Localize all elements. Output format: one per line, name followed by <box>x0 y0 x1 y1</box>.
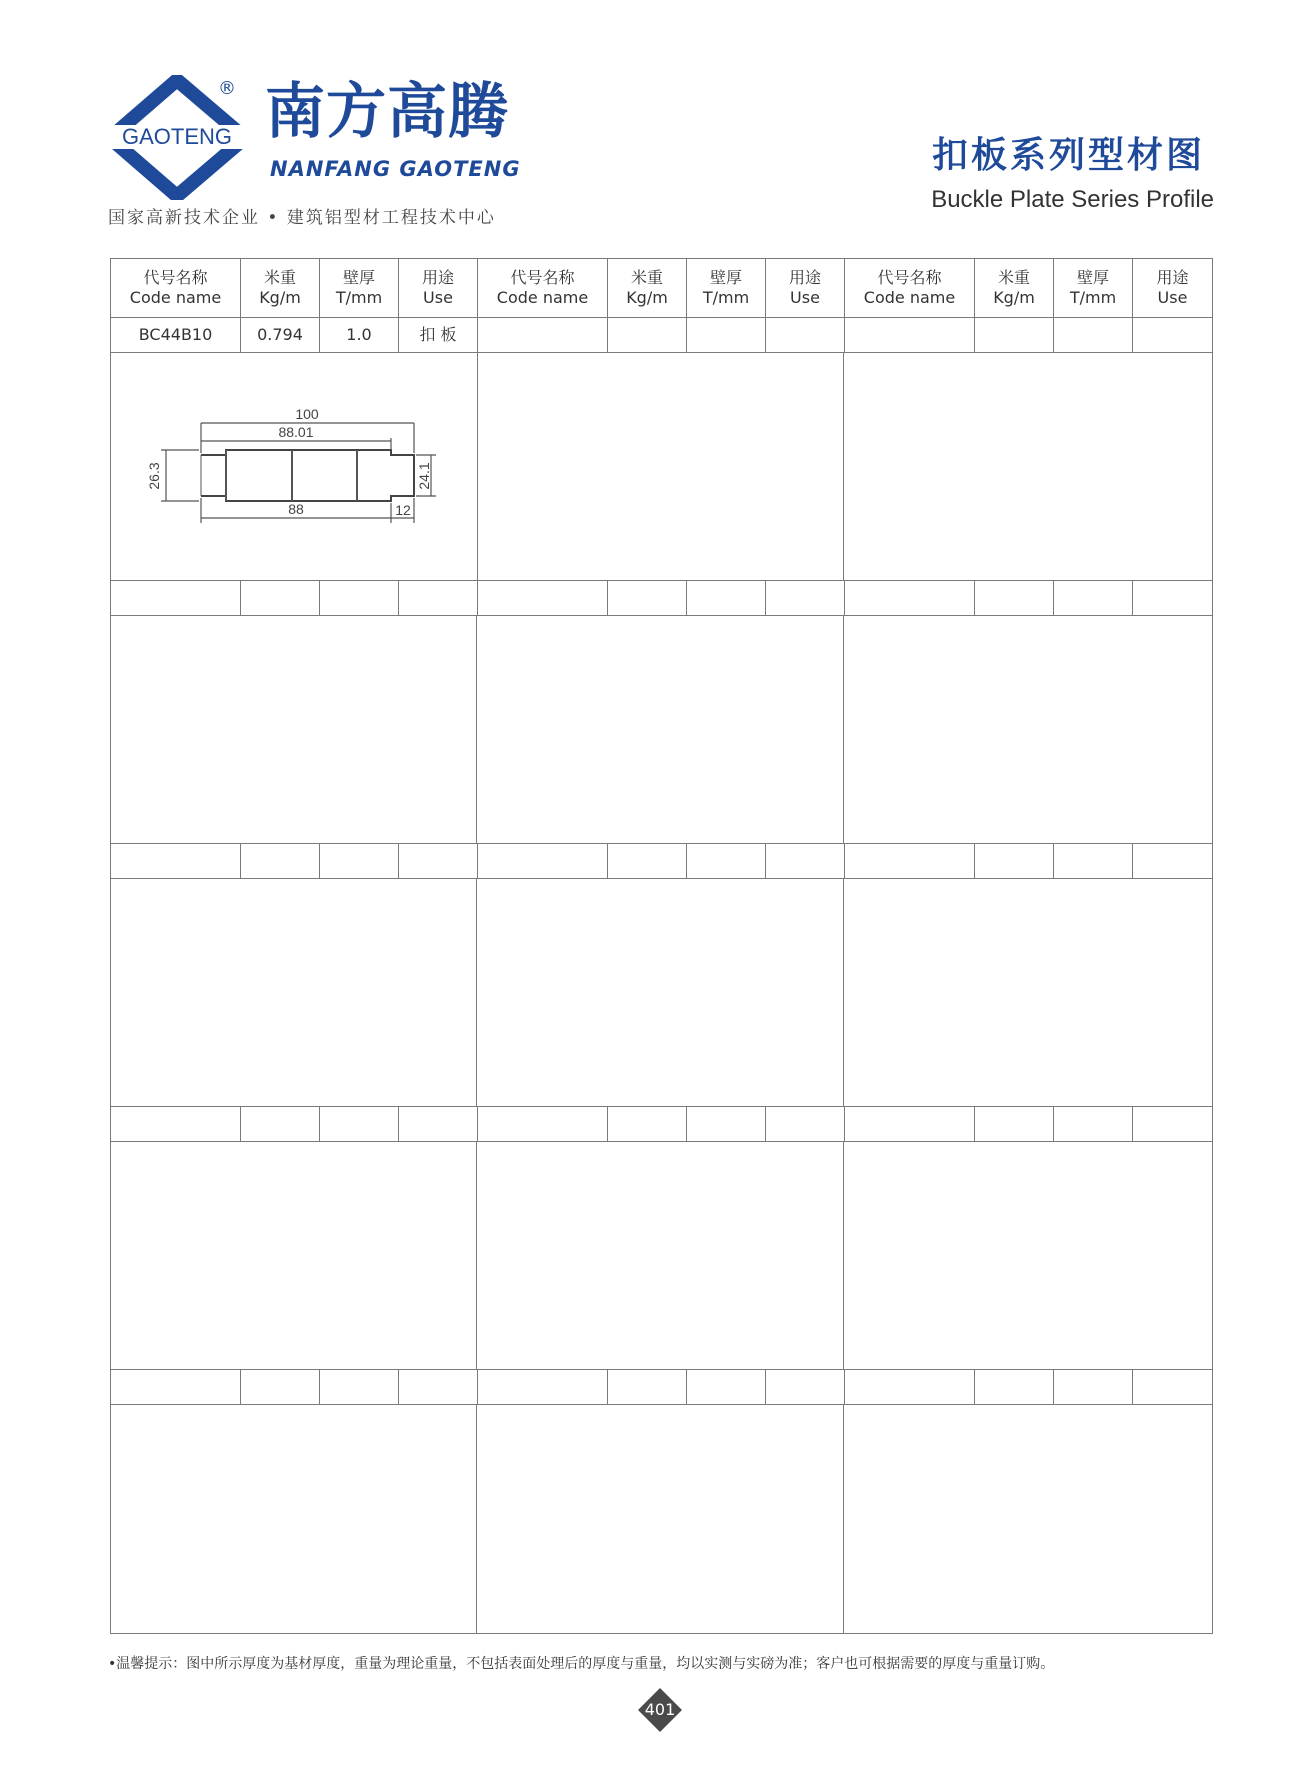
profile-thickness <box>1054 581 1133 615</box>
profile-code <box>478 581 608 615</box>
dim-overall-width: 100 <box>295 406 319 422</box>
profile-weight <box>608 844 687 878</box>
profile-code <box>845 844 975 878</box>
profile-use <box>766 318 845 352</box>
profile-thickness: 1.0 <box>320 318 399 352</box>
table-row <box>111 318 1212 353</box>
profile-use <box>1133 1107 1212 1141</box>
registered-mark: ® <box>218 78 236 99</box>
profile-drawing-cell <box>844 879 1212 1106</box>
profile-weight <box>975 581 1054 615</box>
brand-name-cn: 南方高腾 <box>265 77 509 147</box>
brand-name-en: NANFANG GAOTENG <box>270 157 521 181</box>
profile-drawing-cell <box>477 1405 843 1633</box>
header-code: 代号名称 Code name <box>478 259 608 317</box>
profile-weight <box>608 318 687 352</box>
profile-weight <box>241 844 320 878</box>
profile-use <box>399 1107 478 1141</box>
page-title-en: Buckle Plate Series Profile <box>931 186 1214 213</box>
page-number: 401 <box>644 1700 676 1719</box>
page-title-cn: 扣板系列型材图 <box>931 135 1205 176</box>
drawing-row <box>111 879 1212 1107</box>
profile-thickness <box>320 581 399 615</box>
header-use: 用途 Use <box>1156 268 1189 307</box>
dim-height-right: 24.1 <box>416 462 432 490</box>
table-row <box>111 844 1212 879</box>
profile-drawing-cell <box>477 616 843 843</box>
profile-thickness <box>1054 1370 1133 1404</box>
profile-thickness <box>687 318 766 352</box>
drawing-row <box>111 616 1212 844</box>
brand-tagline: 国家高新技术企业 • 建筑铝型材工程技术中心 <box>108 208 496 228</box>
profile-weight <box>975 318 1054 352</box>
profile-weight <box>241 581 320 615</box>
profile-code <box>845 1107 975 1141</box>
profile-thickness <box>687 844 766 878</box>
drawing-row <box>111 1405 1212 1633</box>
profile-weight <box>608 1370 687 1404</box>
profile-code <box>111 1107 241 1141</box>
profile-use <box>1133 581 1212 615</box>
dim-height-left: 26.3 <box>146 462 162 490</box>
profile-code <box>845 581 975 615</box>
header-weight: 米重 Kg/m <box>975 259 1054 317</box>
header-thickness: 壁厚 T/mm <box>320 259 399 317</box>
profile-use <box>766 844 845 878</box>
profile-weight <box>241 1107 320 1141</box>
profile-use <box>1133 844 1212 878</box>
profile-code <box>111 581 241 615</box>
profile-code <box>845 318 975 352</box>
drawing-row <box>111 353 1212 581</box>
profile-weight <box>975 1107 1054 1141</box>
header-weight: 米重 Kg/m <box>608 259 687 317</box>
table-row <box>111 1370 1212 1405</box>
profile-code <box>478 1107 608 1141</box>
table-row <box>111 1107 1212 1142</box>
header-use: 用途 Use <box>399 259 478 317</box>
profile-drawing-cell <box>478 353 844 580</box>
profile-weight <box>975 844 1054 878</box>
profile-thickness <box>320 1107 399 1141</box>
profile-use <box>1133 318 1212 352</box>
profile-thickness <box>687 1370 766 1404</box>
profile-weight <box>241 1370 320 1404</box>
profile-use <box>399 1370 478 1404</box>
profile-drawing-cell <box>477 879 843 1106</box>
dim-end-width: 12 <box>395 502 411 518</box>
dim-inner-width-bottom: 88 <box>288 501 304 517</box>
profile-code <box>478 318 608 352</box>
profile-code: BC44B10 <box>111 318 241 352</box>
svg-text:GAOTENG: GAOTENG <box>121 124 233 149</box>
profile-drawing-cell <box>111 616 477 843</box>
profile-code <box>845 1370 975 1404</box>
profile-weight <box>608 1107 687 1141</box>
profile-weight: 0.794 <box>241 318 320 352</box>
profile-drawing-cell <box>111 879 477 1106</box>
profile-thickness <box>687 581 766 615</box>
profile-weight <box>975 1370 1054 1404</box>
profile-thickness <box>687 1107 766 1141</box>
profile-drawing-cell <box>111 1142 477 1369</box>
profile-cross-section-drawing <box>111 353 478 581</box>
table-row <box>111 581 1212 616</box>
profile-thickness <box>1054 844 1133 878</box>
profile-drawing-cell <box>111 353 478 580</box>
header-weight: 米重 Kg/m <box>241 259 320 317</box>
profile-thickness <box>320 1370 399 1404</box>
profile-weight <box>608 581 687 615</box>
profile-use <box>399 581 478 615</box>
profile-thickness <box>320 844 399 878</box>
profile-use <box>766 581 845 615</box>
profile-drawing-cell <box>844 353 1212 580</box>
profile-drawing-cell <box>844 616 1212 843</box>
profile-drawing-cell <box>111 1405 477 1633</box>
profile-use <box>766 1370 845 1404</box>
dim-inner-width-top: 88.01 <box>278 424 314 440</box>
profile-use <box>766 1107 845 1141</box>
header-code: 代号名称 Code name <box>111 259 241 317</box>
profile-drawing-cell <box>844 1142 1212 1369</box>
profile-use <box>399 844 478 878</box>
footnote: •温馨提示：图中所示厚度为基材厚度，重量为理论重量，不包括表面处理后的厚度与重量，均以实测与实磅为准；客户也可根据需要的厚度与重量订购。 <box>108 1656 1055 1672</box>
profile-code <box>478 1370 608 1404</box>
profile-table <box>110 258 1213 1634</box>
drawing-row <box>111 1142 1212 1370</box>
profile-thickness <box>1054 1107 1133 1141</box>
header-thickness: 壁厚 T/mm <box>687 259 766 317</box>
profile-code <box>478 844 608 878</box>
profile-code <box>111 1370 241 1404</box>
profile-drawing-cell <box>844 1405 1212 1633</box>
header-thickness: 壁厚 T/mm <box>1054 259 1133 317</box>
header-code: 代号名称 Code name <box>845 259 975 317</box>
profile-use <box>1133 1370 1212 1404</box>
header-use: 用途 Use <box>766 259 845 317</box>
profile-use: 扣 板 <box>399 318 478 352</box>
profile-drawing-cell <box>477 1142 843 1369</box>
table-header-row <box>111 259 1212 318</box>
profile-code <box>111 844 241 878</box>
profile-thickness <box>1054 318 1133 352</box>
